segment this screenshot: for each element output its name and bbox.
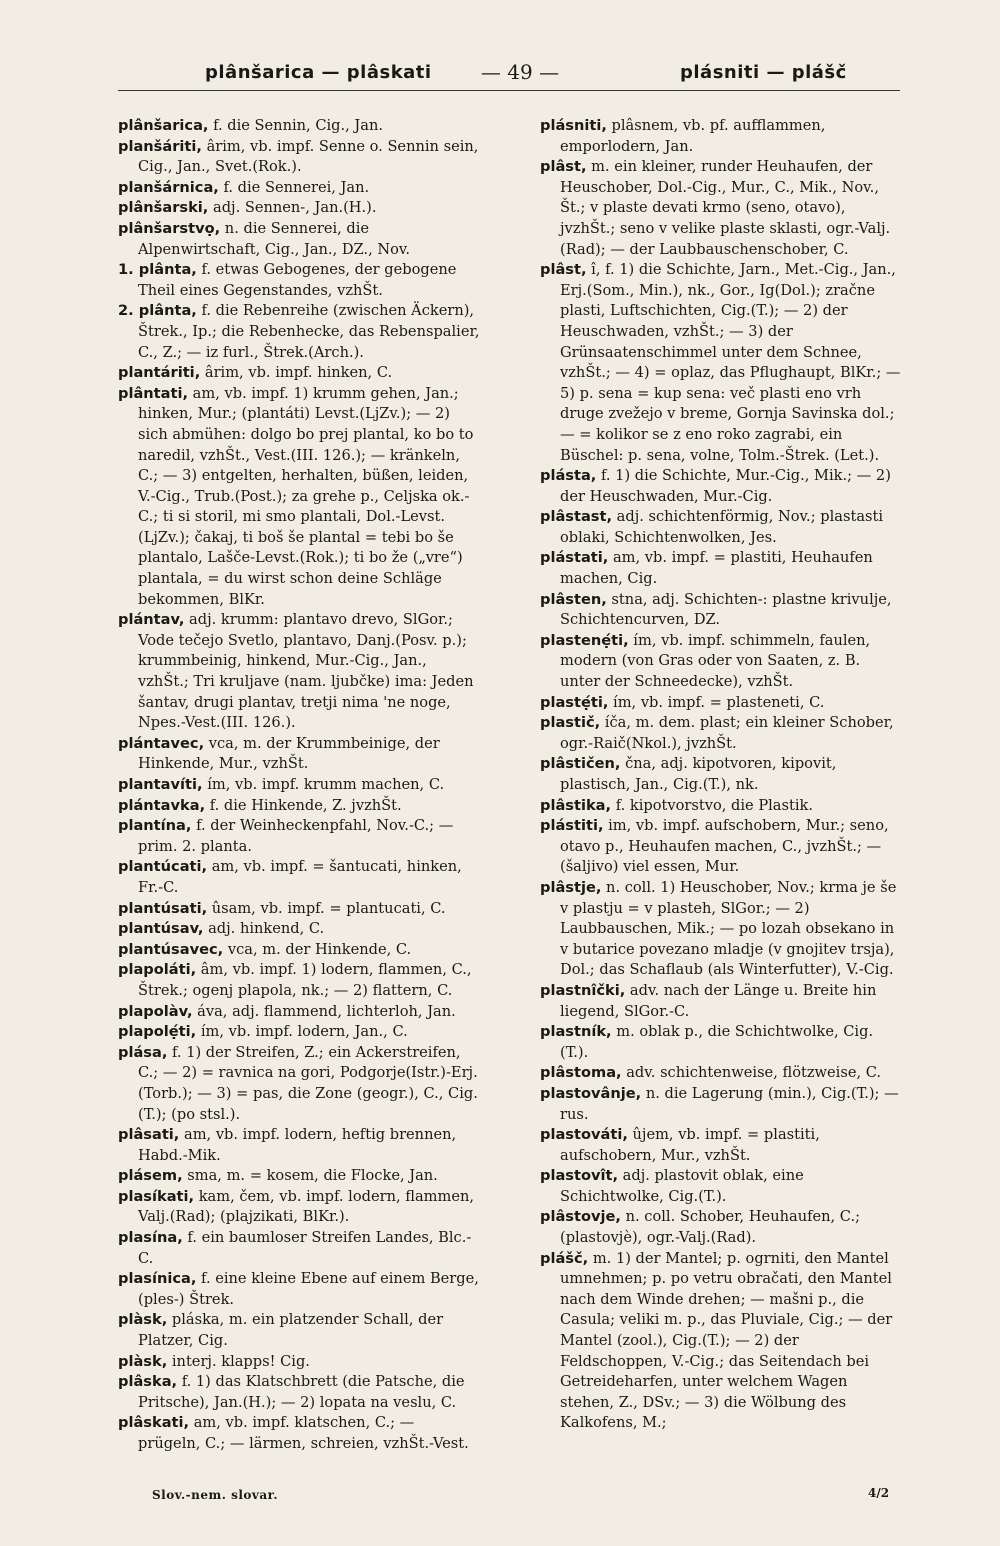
entry-headword: plástati, xyxy=(540,549,609,567)
entry-headword: plasínica, xyxy=(118,1270,197,1288)
dictionary-entry xyxy=(118,116,480,137)
dictionary-entry xyxy=(540,260,905,466)
dictionary-entry xyxy=(540,507,905,548)
dictionary-entry xyxy=(118,857,480,898)
entry-definition: adj. plastovit oblak, eine Schichtwolke, Cig.(T.). xyxy=(560,1167,804,1205)
dictionary-entry xyxy=(118,940,480,961)
entry-definition: f. 1) der Streifen, Z.; ein Ackerstreifen, C.; — 2) = ravnica na gori, Podgorje(Istr.)-Erj.(Torb.); — 3) = pas, die Zone (geogr.), C., Cig.(T.); (po stsl.). xyxy=(138,1043,478,1123)
entry-definition: f. 1) das Klatschbrett (die Patsche, die Pritsche), Jan.(H.); — 2) lopata na veslu, C. xyxy=(138,1373,465,1411)
entry-headword: plâst, xyxy=(540,261,587,279)
entry-headword: plàsk, xyxy=(118,1352,168,1370)
entry-headword: 1. plânta, xyxy=(118,261,197,279)
dictionary-entry xyxy=(118,816,480,857)
entry-headword: plâstičen, xyxy=(540,755,621,773)
entry-definition: f. die Sennin, Cig., Jan. xyxy=(208,117,384,134)
entry-definition: adj. krumm: plantavo drevo, SlGor.; Vode tečejo Svetlo, plantavo, Danj.(Posv. p.); krummbeinig, hinkend, Mur.-Cig., Jan., vzhŠt.; Tri kruljave (nam. ljubčke) ima: Jeden šantav, drugi plantav, tretji nima 'ne noge, Npes.-Vest.(III. 126.). xyxy=(138,611,474,732)
entry-headword: 2. plânta, xyxy=(118,302,197,320)
dictionary-entry xyxy=(118,1002,480,1023)
header-right-guide: plásniti — plášč xyxy=(680,62,847,83)
dictionary-entry xyxy=(540,796,905,817)
entry-definition: n. die Sennerei, die Alpenwirtschaft, Cig., Jan., DZ., Nov. xyxy=(138,219,411,258)
dictionary-entry xyxy=(118,1166,480,1187)
dictionary-entry xyxy=(540,1063,905,1084)
entry-definition: ârim, vb. impf. Senne o. Sennin sein, Cig., Jan., Svet.(Rok.). xyxy=(138,137,479,176)
entry-headword: plapolàv, xyxy=(118,1002,193,1020)
entry-headword: plânšarski, xyxy=(118,199,209,217)
footer-label: Slov.-nem. slovar. xyxy=(152,1488,279,1502)
dictionary-entry xyxy=(540,1022,905,1063)
dictionary-entry xyxy=(118,960,480,1001)
entry-definition: n. coll. Schober, Heuhaufen, C.; (plastovjè), ogr.-Valj.(Rad). xyxy=(560,1208,861,1247)
dictionary-entry xyxy=(118,219,480,260)
dictionary-entry xyxy=(118,178,480,199)
dictionary-entry xyxy=(118,1022,480,1043)
dictionary-entry xyxy=(118,1125,480,1166)
dictionary-entry xyxy=(540,1084,905,1125)
dictionary-entry xyxy=(540,981,905,1022)
dictionary-entry xyxy=(118,796,480,817)
signature-mark: 4/2 xyxy=(868,1486,890,1500)
entry-headword: plántavec, xyxy=(118,734,205,752)
entry-headword: plasíkati, xyxy=(118,1187,195,1205)
entry-headword: plâstoma, xyxy=(540,1064,622,1082)
entry-headword: plâstast, xyxy=(540,508,613,526)
dictionary-entry xyxy=(118,1352,480,1373)
entry-headword: plantúsav, xyxy=(118,920,204,938)
entry-headword: plastník, xyxy=(540,1023,612,1041)
dictionary-entry xyxy=(118,1310,480,1351)
entry-definition: pláska, m. ein platzender Schall, der Platzer, Cig. xyxy=(138,1311,444,1350)
entry-definition: âm, vb. impf. 1) lodern, flammen, C., Štrek.; ogenj plapola, nk.; — 2) flattern, C. xyxy=(138,961,472,999)
entry-headword: plâska, xyxy=(118,1373,178,1391)
dictionary-entry xyxy=(540,590,905,631)
entry-definition: î, f. 1) die Schichte, Jarn., Met.-Cig., Jan., Erj.(Som., Min.), nk., Gor., Ig(Dol.); zračne plasti, Luftschichten, Cig.(T.); — 2) der Heuschwaden, vzhŠt.; — 3) der Grünsaatenschimmel unter dem Schnee, vzhŠt.; — 4) = oplaz, das Pflughaupt, BlKr.; — 5) p. sena = kup sena: več plasti eno vrh druge zvežejo v breme, Gornja Savinska dol.; — = kolikor se z eno roko zagrabi, ein Büschel: p. sena, volne, Tolm.-Štrek. (Let.). xyxy=(560,261,901,464)
entry-definition: ím, vb. impf. krumm machen, C. xyxy=(202,776,445,793)
dictionary-entry xyxy=(540,1207,905,1248)
entry-headword: plântati, xyxy=(118,384,189,402)
entry-definition: f. ein baumloser Streifen Landes, Blc.-C. xyxy=(138,1229,472,1267)
entry-definition: am, vb. impf. lodern, heftig brennen, Habd.-Mik. xyxy=(138,1126,457,1164)
entry-headword: plàsk, xyxy=(118,1311,168,1329)
entry-headword: plânšarstvọ, xyxy=(118,219,221,237)
dictionary-entry xyxy=(540,548,905,589)
dictionary-entry xyxy=(118,1413,480,1454)
entry-definition: f. etwas Gebogenes, der gebogene Theil eines Gegenstandes, vzhŠt. xyxy=(138,261,457,299)
entry-definition: vca, m. der Krummbeinige, der Hinkende, Mur., vzhŠt. xyxy=(138,734,440,773)
dictionary-entry xyxy=(118,1228,480,1269)
entry-headword: plâskati, xyxy=(118,1414,190,1432)
entry-definition: ûsam, vb. impf. = plantucati, C. xyxy=(207,899,446,917)
entry-headword: planšáriti, xyxy=(118,137,202,155)
entry-definition: am, vb. impf. = plastiti, Heuhaufen machen, Cig. xyxy=(560,549,873,588)
entry-headword: plasína, xyxy=(118,1229,183,1247)
entry-headword: plantavíti, xyxy=(118,776,203,793)
entry-definition: ím, vb. impf. = plasteneti, C. xyxy=(608,693,825,711)
entry-definition: áva, adj. flammend, lichterloh, Jan. xyxy=(192,1002,456,1020)
entry-headword: plapoláti, xyxy=(118,961,197,979)
entry-definition: am, vb. impf. klatschen, C.; — prügeln, C.; — lärmen, schreien, vzhŠt.-Vest. xyxy=(138,1414,469,1452)
entry-definition: f. kipotvorstvo, die Plastik. xyxy=(611,796,814,814)
entry-headword: plastẹ́ti, xyxy=(540,693,609,711)
entry-headword: plantúsavec, xyxy=(118,940,224,958)
entry-headword: plantúcati, xyxy=(118,858,208,876)
dictionary-entry xyxy=(118,363,480,384)
entry-headword: plántavka, xyxy=(118,796,206,814)
entry-definition: m. oblak p., die Schichtwolke, Cig. (T.). xyxy=(560,1023,874,1061)
entry-headword: plása, xyxy=(118,1043,168,1061)
entry-definition: čna, adj. kipotvoren, kipovit, plastisch, Jan., Cig.(T.), nk. xyxy=(560,755,837,793)
dictionary-entry xyxy=(118,260,480,301)
entry-definition: adv. schichtenweise, flötzweise, C. xyxy=(621,1064,882,1082)
dictionary-entry xyxy=(540,816,905,878)
entry-definition: f. die Hinkende, Z. jvzhŠt. xyxy=(205,796,402,814)
entry-headword: plántav, xyxy=(118,611,185,629)
entry-headword: plâsten, xyxy=(540,590,607,608)
entry-definition: adj. hinkend, C. xyxy=(203,920,325,938)
entry-definition: am, vb. impf. 1) krumm gehen, Jan.; hinken, Mur.; (plantáti) Levst.(LjZv.); — 2) sich abmühen: dolgo bo prej plantal, ko bo to naredil, vzhŠt., Vest.(III. 126.); — kränkeln, C.; — 3) entgelten, herhalten, büßen, leiden, V.-Cig., Trub.(Post.); za grehe p., Celjska ok.-C.; ti si storil, mi smo plantali, Dol.-Levst.(LjZv.); čakaj, ti boš še plantal = tebi bo še plantalo, Lašče-Levst.(Rok.); ti bo že („vre“) plantala, = du wirst schon deine Schläge bekommen, BlKr. xyxy=(138,384,474,608)
entry-headword: plášč, xyxy=(540,1249,589,1267)
entry-headword: plastováti, xyxy=(540,1126,628,1144)
entry-definition: f. der Weinheckenpfahl, Nov.-C.; — prim. 2. planta. xyxy=(138,817,454,855)
dictionary-entry xyxy=(118,301,480,363)
entry-headword: plânšarica, xyxy=(118,117,209,134)
dictionary-entry xyxy=(540,116,905,157)
entry-definition: adj. schichtenförmig, Nov.; plastasti oblaki, Schichtenwolken, Jes. xyxy=(560,508,884,546)
entry-headword: plástiti, xyxy=(540,817,604,835)
entry-definition: n. die Lagerung (min.), Cig.(T.); — rus. xyxy=(560,1084,899,1123)
entry-definition: ím, vb. impf. lodern, Jan., C. xyxy=(196,1023,408,1041)
entry-definition: ârim, vb. impf. hinken, C. xyxy=(200,364,393,382)
dictionary-entry xyxy=(540,754,905,795)
entry-headword: plastovânje, xyxy=(540,1084,642,1102)
entry-definition: adj. Sennen-, Jan.(H.). xyxy=(208,199,377,217)
entry-definition: f. die Sennerei, Jan. xyxy=(218,178,370,196)
entry-definition: ûjem, vb. impf. = plastiti, aufschobern, Mur., vzhŠt. xyxy=(560,1126,820,1164)
entry-definition: f. 1) die Schichte, Mur.-Cig., Mik.; — 2) der Heuschwaden, Mur.-Cig. xyxy=(560,467,891,505)
entry-definition: n. coll. 1) Heuschober, Nov.; krma je še v plastju = v plasteh, SlGor.; — 2) Laubbauschen, Mik.; — po lozah obsekano in v butarice povezano mladje (v gnojitev trsja), Dol.; das Schaflaub (als Winterfutter), V.-Cig. xyxy=(560,878,897,979)
entry-headword: plapolẹ́ti, xyxy=(118,1023,197,1041)
right-column xyxy=(540,116,905,1434)
dictionary-entry xyxy=(118,1269,480,1310)
entry-definition: m. 1) der Mantel; p. ogrniti, den Mantel umnehmen; p. po vetru obračati, den Mantel nach dem Winde drehen; — mašni p., die Casula; veliki m. p., das Pluviale, Cig.; — der Mantel (zool.), Cig.(T.); — 2) der Feldschoppen, V.-Cig.; das Seitendach bei Getreideharfen, unter welchem Wagen stehen, Z., DSv.; — 3) die Wölbung des Kalkofens, M.; xyxy=(560,1249,893,1432)
entry-headword: plásniti, xyxy=(540,117,607,134)
dictionary-entry xyxy=(118,899,480,920)
page-number: — 49 — xyxy=(480,60,560,84)
entry-definition: ím, vb. impf. schimmeln, faulen, modern (von Gras oder von Saaten, z. B. unter der Schneedecke), vzhŠt. xyxy=(560,631,871,691)
dictionary-entry xyxy=(118,775,480,796)
dictionary-entry xyxy=(540,466,905,507)
entry-definition: íča, m. dem. plast; ein kleiner Schober, ogr.-Raič(Nkol.), jvzhŠt. xyxy=(560,714,894,752)
dictionary-entry xyxy=(118,1187,480,1228)
entry-definition: im, vb. impf. aufschobern, Mur.; seno, otavo p., Heuhaufen machen, C., jvzhŠt.; — (šaljivo) viel essen, Mur. xyxy=(560,817,889,876)
dictionary-entry xyxy=(118,734,480,775)
entry-headword: plásem, xyxy=(118,1167,183,1185)
entry-definition: am, vb. impf. = šantucati, hinken, Fr.-C. xyxy=(138,858,462,896)
dictionary-entry xyxy=(540,1166,905,1207)
entry-definition: vca, m. der Hinkende, C. xyxy=(223,940,412,958)
entry-headword: planšárnica, xyxy=(118,178,219,196)
header-rule xyxy=(118,90,900,91)
entry-headword: plásta, xyxy=(540,467,597,485)
entry-headword: plantúsati, xyxy=(118,899,208,917)
dictionary-entry xyxy=(540,157,905,260)
entry-headword: plantína, xyxy=(118,817,192,835)
dictionary-entry xyxy=(118,1372,480,1413)
entry-headword: plâsati, xyxy=(118,1126,180,1144)
dictionary-entry xyxy=(540,631,905,693)
entry-headword: plantáriti, xyxy=(118,364,201,382)
entry-definition: adv. nach der Länge u. Breite hin liegend, SlGor.-C. xyxy=(560,981,877,1020)
entry-definition: sma, m. = kosem, die Flocke, Jan. xyxy=(182,1167,438,1185)
dictionary-entry xyxy=(118,384,480,611)
dictionary-entry xyxy=(540,713,905,754)
entry-headword: plastovît, xyxy=(540,1167,619,1185)
dictionary-entry xyxy=(118,137,480,178)
entry-headword: plastenẹ́ti, xyxy=(540,631,629,649)
left-column xyxy=(118,116,480,1455)
entry-definition: m. ein kleiner, runder Heuhaufen, der Heuschober, Dol.-Cig., Mur., C., Mik., Nov., Št.; v plaste devati krmo (seno, otavo), jvzhŠt.; seno v velike plaste sklasti, ogr.-Valj.(Rad); — der Laubbauschenschober, C. xyxy=(560,158,891,258)
entry-headword: plâstovje, xyxy=(540,1208,621,1226)
entry-headword: plâstje, xyxy=(540,878,602,896)
entry-headword: plastnîčki, xyxy=(540,981,626,999)
dictionary-entry xyxy=(118,919,480,940)
entry-definition: f. die Rebenreihe (zwischen Äckern), Štrek., Ip.; die Rebenhecke, das Rebenspalier, C., Z.; — iz furl., Štrek.(Arch.). xyxy=(138,302,480,361)
entry-headword: plâstika, xyxy=(540,796,612,814)
dictionary-entry xyxy=(118,1043,480,1125)
entry-definition: f. eine kleine Ebene auf einem Berge, (ples-) Štrek. xyxy=(138,1270,479,1308)
entry-definition: stna, adj. Schichten-: plastne krivulje, Schichtencurven, DZ. xyxy=(560,590,892,629)
entry-headword: plâst, xyxy=(540,158,587,176)
dictionary-entry xyxy=(540,1125,905,1166)
entry-definition: plâsnem, vb. pf. aufflammen, emporlodern, Jan. xyxy=(560,117,826,155)
entry-headword: plastič, xyxy=(540,714,601,732)
entry-definition: kam, čem, vb. impf. lodern, flammen, Valj.(Rad); (plajzikati, BlKr.). xyxy=(138,1187,475,1226)
dictionary-entry xyxy=(540,878,905,981)
dictionary-entry xyxy=(118,610,480,734)
entry-definition: interj. klapps! Cig. xyxy=(167,1352,310,1370)
dictionary-entry xyxy=(118,198,480,219)
dictionary-entry xyxy=(540,693,905,714)
header-left-guide: plânšarica — plâskati xyxy=(205,62,432,83)
dictionary-entry xyxy=(540,1249,905,1434)
